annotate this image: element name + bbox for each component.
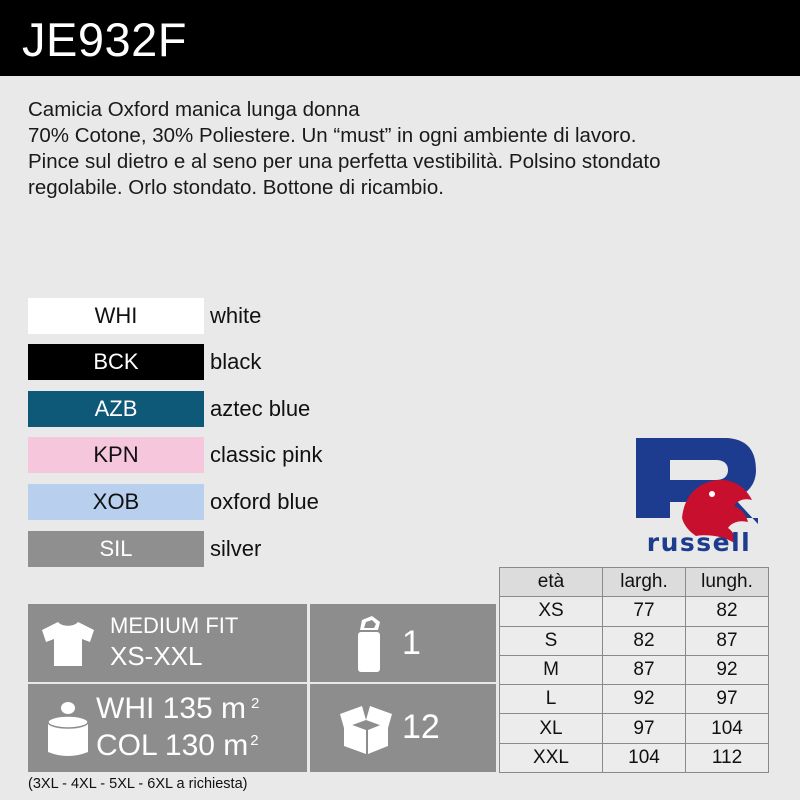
table-cell: S <box>500 626 603 655</box>
table-header-row <box>500 568 769 597</box>
table-cell: 77 <box>603 597 686 626</box>
color-swatch: BCK <box>28 344 204 380</box>
description-line: Pince sul dietro e al seno per una perfetta vestibilità. Polsino stondato <box>28 150 661 173</box>
box-quantity-box <box>310 684 496 772</box>
table-cell: XXL <box>500 743 603 772</box>
fit-sizes: XS-XXL <box>110 641 203 671</box>
table-row <box>500 685 769 714</box>
size-table <box>499 567 769 773</box>
table-cell: XS <box>500 597 603 626</box>
weight-whi-label: WHI 135 m <box>96 692 247 725</box>
color-name: black <box>210 349 262 374</box>
table-cell: 92 <box>686 655 769 684</box>
table-cell: 92 <box>603 685 686 714</box>
brand-name: russell <box>646 528 752 557</box>
color-swatch: AZB <box>28 391 204 427</box>
description-line: Camicia Oxford manica lunga donna <box>28 98 360 121</box>
weight-box <box>28 684 307 772</box>
product-description <box>28 97 788 201</box>
weight-col <box>96 729 259 763</box>
header-bar <box>0 0 800 76</box>
table-cell: 104 <box>603 743 686 772</box>
pack-quantity: 1 <box>402 624 421 662</box>
pack-box <box>310 604 496 682</box>
fit-box <box>28 604 307 682</box>
fit-label: MEDIUM FIT <box>110 613 239 638</box>
table-row <box>500 714 769 743</box>
color-name: silver <box>210 536 262 561</box>
footnote: (3XL - 4XL - 5XL - 6XL a richiesta) <box>28 776 248 792</box>
table-row <box>500 655 769 684</box>
color-swatch: KPN <box>28 437 204 473</box>
weight-exponent: 2 <box>251 695 260 712</box>
table-cell: 82 <box>603 626 686 655</box>
box-quantity: 12 <box>402 708 440 746</box>
table-cell: 82 <box>686 597 769 626</box>
table-header: età <box>500 568 603 597</box>
color-row-xob <box>28 484 388 520</box>
color-swatch: XOB <box>28 484 204 520</box>
table-cell: 112 <box>686 743 769 772</box>
color-name: classic pink <box>210 442 323 467</box>
table-cell: 87 <box>603 655 686 684</box>
description-line: regolabile. Orlo stondato. Bottone di ricambio. <box>28 176 444 199</box>
table-cell: XL <box>500 714 603 743</box>
color-name: aztec blue <box>210 396 311 421</box>
color-name: oxford blue <box>210 489 319 514</box>
color-row-sil <box>28 531 388 567</box>
color-swatch: WHI <box>28 298 204 334</box>
weight-icon <box>44 698 92 760</box>
carton-box-icon <box>338 702 394 756</box>
logo-eagle-eye <box>709 491 715 497</box>
tshirt-icon <box>40 620 96 668</box>
weight-col-label: COL 130 m <box>96 729 249 762</box>
weight-whi <box>96 692 259 726</box>
product-code: JE932F <box>22 13 187 66</box>
table-header: lungh. <box>686 568 769 597</box>
color-row-whi <box>28 298 388 334</box>
color-row-bck <box>28 344 388 380</box>
table-row <box>500 743 769 772</box>
table-header: largh. <box>603 568 686 597</box>
table-cell: M <box>500 655 603 684</box>
description-line: 70% Cotone, 30% Poliestere. Un “must” in ogni ambiente di lavoro. <box>28 124 637 147</box>
single-pack-icon <box>352 614 386 674</box>
table-row <box>500 626 769 655</box>
color-name: white <box>210 303 262 328</box>
color-swatch: SIL <box>28 531 204 567</box>
table-cell: 87 <box>686 626 769 655</box>
table-cell: 104 <box>686 714 769 743</box>
color-row-azb <box>28 391 388 427</box>
table-cell: L <box>500 685 603 714</box>
table-cell: 97 <box>603 714 686 743</box>
color-row-kpn <box>28 437 388 473</box>
table-row <box>500 597 769 626</box>
table-cell: 97 <box>686 685 769 714</box>
weight-exponent: 2 <box>250 732 259 749</box>
